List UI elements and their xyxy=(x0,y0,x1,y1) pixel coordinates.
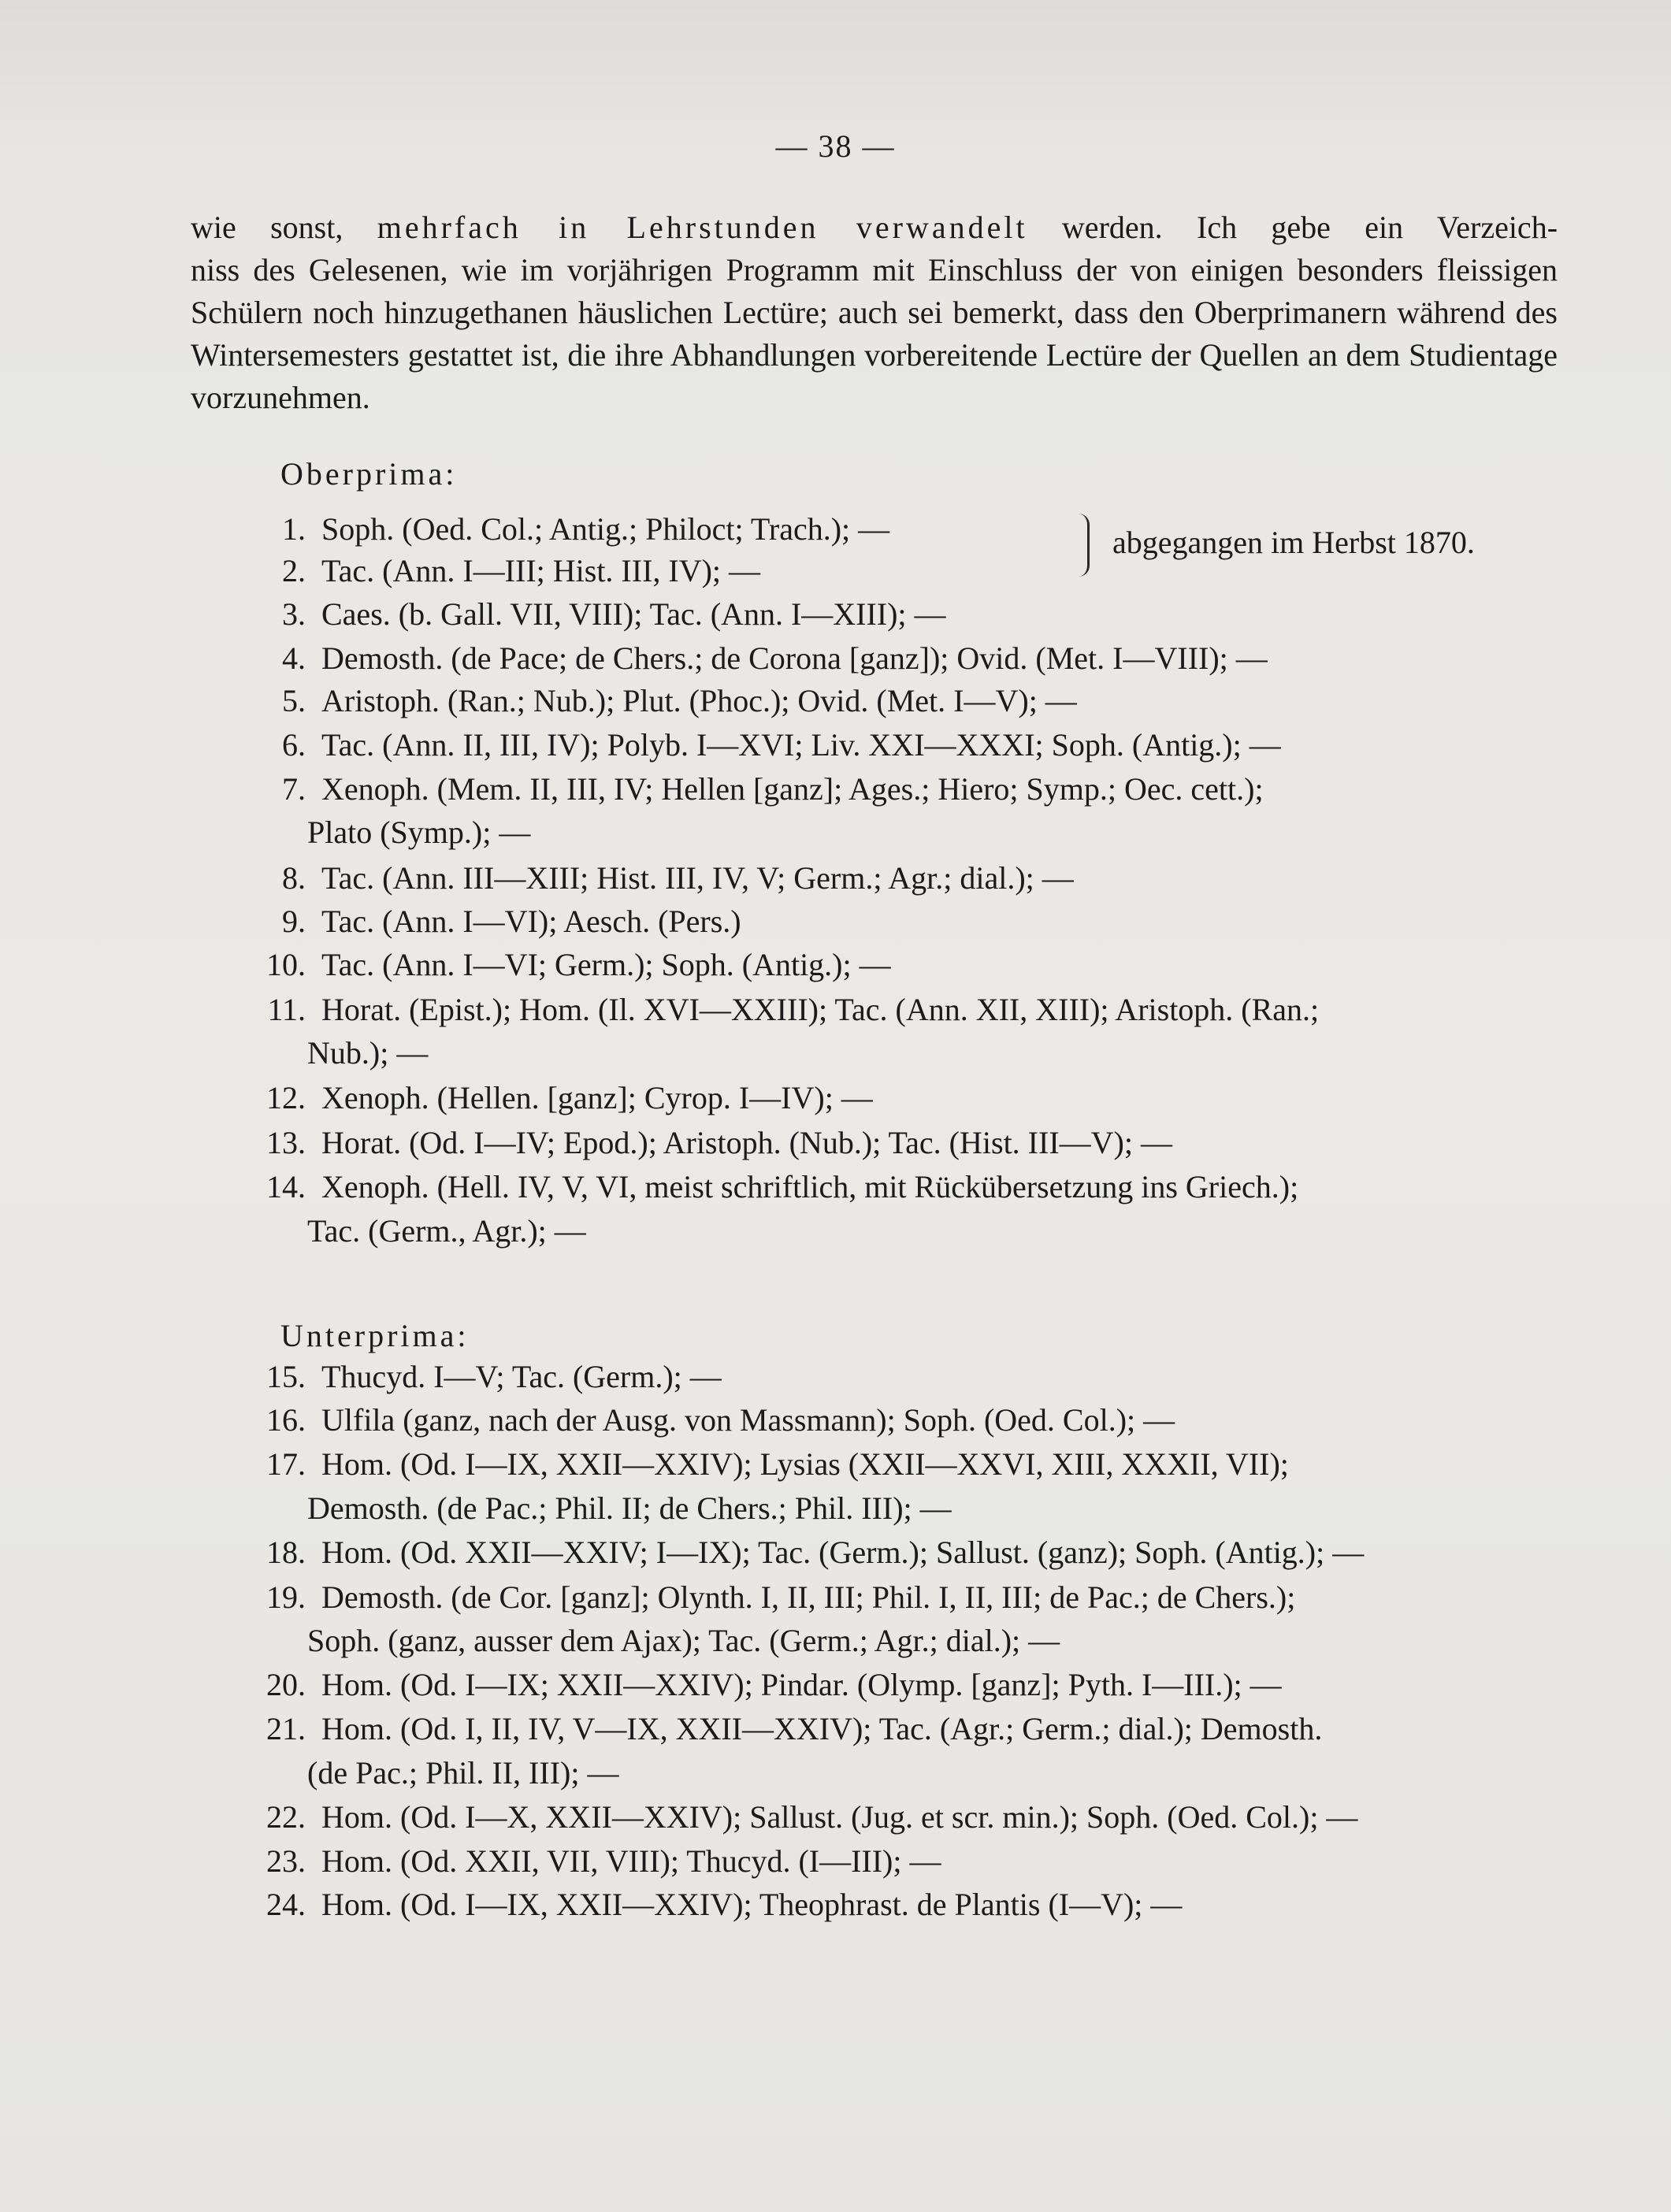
entry-text: Hom. (Od. XXII, VII, VIII); Thucyd. (I—III); — xyxy=(321,1843,941,1879)
intro-text: werden. Ich gebe ein Verzeich- xyxy=(1061,210,1558,245)
entry-number: 5. xyxy=(282,683,306,718)
entry-number: 21. xyxy=(266,1711,306,1746)
entry-number: 17. xyxy=(266,1446,306,1482)
entry-text: Xenoph. (Hell. IV, V, VI, meist schriftlich, mit Rückübersetzung ins Griech.); xyxy=(321,1169,1299,1204)
entry-number: 2. xyxy=(282,553,306,588)
entry-text: Tac. (Ann. I—III; Hist. III, IV); — xyxy=(321,553,761,588)
entry-text: Tac. (Ann. I—VI; Germ.); Soph. (Antig.); — xyxy=(321,947,891,982)
list-entry xyxy=(221,1799,1358,1835)
entry-number: 19. xyxy=(266,1579,306,1615)
list-entry xyxy=(221,1579,1296,1615)
entry-text: Tac. (Ann. I—VI); Aesch. (Pers.) xyxy=(321,904,741,939)
entry-text: Horat. (Od. I—IV; Epod.); Aristoph. (Nub.); Tac. (Hist. III—V); — xyxy=(321,1125,1172,1160)
entry-text: Hom. (Od. I—IX; XXII—XXIV); Pindar. (Olymp. [ganz]; Pyth. I—III.); — xyxy=(321,1667,1282,1702)
entry-text: Hom. (Od. I—IX, XXII—XXIV); Lysias (XXII—XXVI, XIII, XXXII, VII); xyxy=(321,1446,1289,1482)
entry-number: 14. xyxy=(266,1169,306,1204)
list-entry xyxy=(221,1669,1282,1701)
list-entry xyxy=(221,1843,941,1879)
entry-continuation: Demosth. (de Pac.; Phil. II; de Chers.; Phil. III); — xyxy=(307,1490,952,1526)
list-entry xyxy=(221,1127,1172,1159)
list-entry xyxy=(221,1537,1364,1568)
list-entry xyxy=(221,949,891,981)
entry-number: 20. xyxy=(266,1667,306,1702)
list-entry xyxy=(221,1446,1289,1482)
entry-continuation: Soph. (ganz, ausser dem Ajax); Tac. (Germ.; Agr.; dial.); — xyxy=(307,1623,1060,1658)
entry-number: 13. xyxy=(266,1125,306,1160)
entry-number: 23. xyxy=(266,1843,306,1879)
entry-text: Ulfila (ganz, nach der Ausg. von Massmann); Soph. (Oed. Col.); — xyxy=(321,1402,1175,1438)
intro-text: wie sonst, xyxy=(191,210,343,245)
entry-continuation: Nub.); — xyxy=(307,1035,429,1071)
list-entry xyxy=(221,906,741,937)
entry-number: 8. xyxy=(282,860,306,896)
entry-number: 22. xyxy=(266,1799,306,1835)
entry-number: 11. xyxy=(267,992,306,1027)
list-entry xyxy=(221,555,760,587)
entry-text: Tac. (Ann. III—XIII; Hist. III, IV, V; Germ.; Agr.; dial.); — xyxy=(321,860,1074,896)
entry-number: 7. xyxy=(282,771,306,807)
entry-number: 4. xyxy=(282,640,306,676)
list-entry xyxy=(221,1082,873,1114)
list-entry xyxy=(221,860,1074,896)
entry-continuation: (de Pac.; Phil. II, III); — xyxy=(307,1755,619,1791)
entry-text: Demosth. (de Cor. [ganz]; Olynth. I, II, III; Phil. I, II, III; de Pac.; de Chers.); xyxy=(321,1579,1296,1615)
section-heading-unterprima: Unterprima: xyxy=(280,1318,470,1353)
list-entry xyxy=(221,1361,722,1393)
entry-number: 12. xyxy=(266,1080,306,1115)
list-entry xyxy=(221,1402,1175,1438)
margin-note: abgegangen im Herbst 1870. xyxy=(1112,525,1475,560)
list-entry xyxy=(221,1171,1298,1203)
list-entry xyxy=(221,596,946,632)
entry-number: 9. xyxy=(282,904,306,939)
entry-continuation: Plato (Symp.); — xyxy=(307,815,531,850)
list-entry xyxy=(221,685,1077,717)
entry-text: Horat. (Epist.); Hom. (Il. XVI—XXIII); Tac. (Ann. XII, XIII); Aristoph. (Ran.; xyxy=(321,992,1320,1027)
intro-text: niss des Gelesenen, wie im vorjährigen Programm mit Einschluss der von einigen besonders fleissigen Schülern noch hinzugethanen häuslichen Lectüre; auch sei bemerkt, dass den Oberprimanern während des Wintersemesters gestattet ist, die ihre Abhandlungen vorbereitende Lectüre der Quellen an dem Studientage vorzunehmen. xyxy=(191,252,1558,415)
entry-text: Demosth. (de Pace; de Chers.; de Corona [ganz]); Ovid. (Met. I—VIII); — xyxy=(321,640,1268,676)
entry-number: 16. xyxy=(266,1402,306,1438)
entry-text: Xenoph. (Hellen. [ganz]; Cyrop. I—IV); — xyxy=(321,1080,873,1115)
entry-text: Hom. (Od. I, II, IV, V—IX, XXII—XXIV); Tac. (Agr.; Germ.; dial.); Demosth. xyxy=(321,1711,1323,1746)
list-entry xyxy=(221,771,1264,807)
intro-emphasis: mehrfach in Lehrstunden verwandelt xyxy=(377,210,1028,245)
entry-text: Tac. (Ann. II, III, IV); Polyb. I—XVI; Liv. XXI—XXXI; Soph. (Antig.); — xyxy=(321,727,1281,763)
entry-text: Hom. (Od. I—IX, XXII—XXIV); Theophrast. de Plantis (I—V); — xyxy=(321,1887,1183,1922)
entry-number: 18. xyxy=(266,1535,306,1570)
entry-number: 6. xyxy=(282,727,306,763)
entry-text: Hom. (Od. XXII—XXIV; I—IX); Tac. (Germ.); Sallust. (ganz); Soph. (Antig.); — xyxy=(321,1535,1365,1570)
list-entry xyxy=(221,729,1281,761)
entry-continuation: Tac. (Germ., Agr.); — xyxy=(307,1213,586,1249)
list-entry xyxy=(221,1713,1322,1745)
entry-number: 10. xyxy=(266,947,306,982)
entry-text: Caes. (b. Gall. VII, VIII); Tac. (Ann. I—XIII); — xyxy=(321,596,946,632)
list-entry xyxy=(221,640,1268,676)
entry-text: Hom. (Od. I—X, XXII—XXIV); Sallust. (Jug. et scr. min.); Soph. (Oed. Col.); — xyxy=(321,1799,1358,1835)
entry-text: Thucyd. I—V; Tac. (Germ.); — xyxy=(321,1359,722,1394)
section-heading-oberprima: Oberprima: xyxy=(280,456,458,492)
entry-text: Aristoph. (Ran.; Nub.); Plut. (Phoc.); Ovid. (Met. I—V); — xyxy=(321,683,1077,718)
entry-text: Xenoph. (Mem. II, III, IV; Hellen [ganz]; Ages.; Hiero; Symp.; Oec. cett.); xyxy=(321,771,1264,807)
list-entry xyxy=(221,1889,1182,1921)
entry-number: 15. xyxy=(266,1359,306,1394)
entry-text: Soph. (Oed. Col.; Antig.; Philoct; Trach.); — xyxy=(321,511,890,547)
list-entry xyxy=(221,994,1319,1026)
entry-number: 24. xyxy=(266,1887,306,1922)
list-entry xyxy=(221,511,890,547)
page-number: — 38 — xyxy=(775,128,896,164)
entry-number: 3. xyxy=(282,596,306,632)
entry-number: 1. xyxy=(282,511,306,547)
